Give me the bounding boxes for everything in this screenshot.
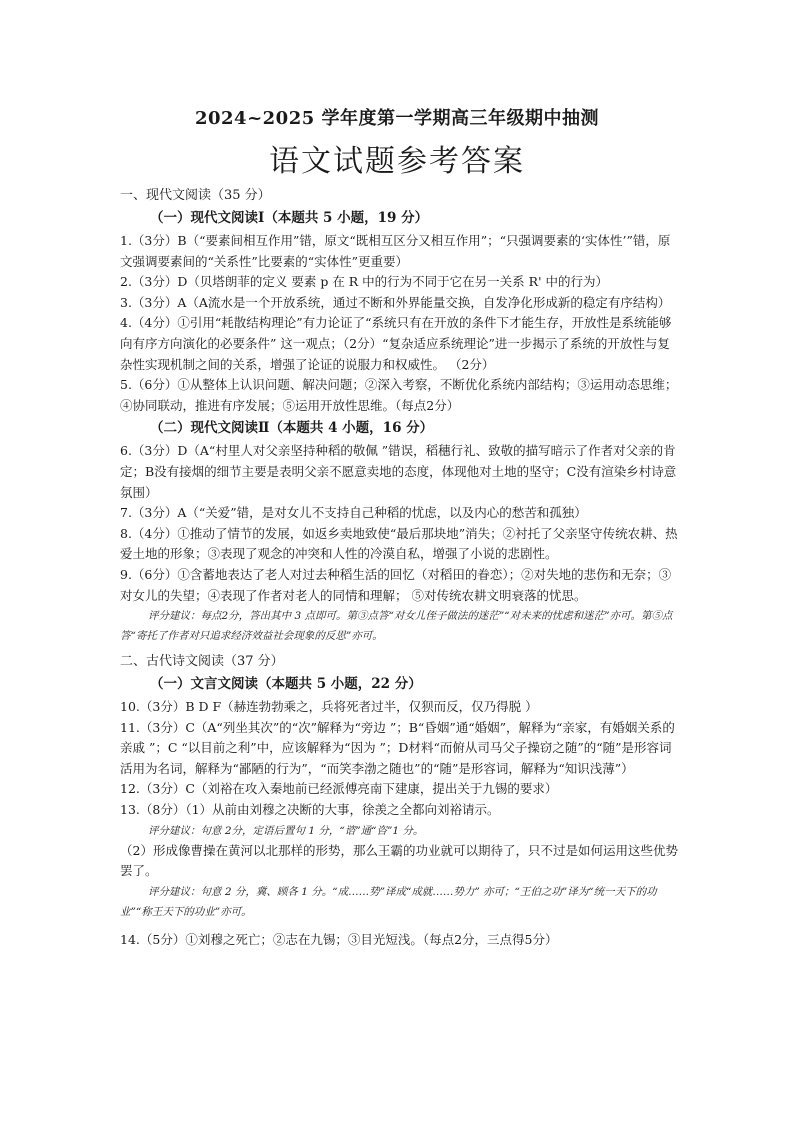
answer-item-4: 4.（4分）①引用“耗散结构理论”有力论证了“系统只有在开放的条件下才能生存，开放性是系统能够向有序方向演化的必要条件” 这一观点；（2分）“复杂适应系统理论”进一步揭示了系统的开放性与复杂性实现机制之间的关系，增强了论证的说服力和权威性。 （2分） [120,315,672,372]
subsection-heading-classical-1: （一）文言文阅读（本题共 5 小题，22 分） [150,676,422,693]
answer-item-13: 13.（8分）（1）从前由刘穆之决断的大事，徐羡之全都向刘裕请示。 [120,802,500,818]
answer-item-3: 3.（3分）A（A流水是一个开放系统，通过不断和外界能量交换，自发净化形成新的稳定有序结构） [120,294,671,310]
exam-title: 2024~2025 学年度第一学期高三年级期中抽测 [194,108,600,129]
answer-content [120,186,680,950]
answer-item-1: 1.（3分）B（“要素间相互作用”错，原文“既相互区分又相互作用”；“只强调要素的‘实体性’”错，原文强调要素间的“关系性”比要素的“实体性”更重要） [120,233,671,269]
subsection-heading-reading-2: （二）现代文阅读Ⅱ（本题共 4 小题，16 分） [150,420,434,437]
section-heading-modern-reading: 一、现代文阅读（35 分） [120,188,271,203]
answer-item-11: 11.（3分）C（A“列坐其次”的“次”解释为“旁边 ”；B“昏姻”通“婚姻”，解释为“亲家，有婚姻关系的亲戚 ”；C “以目前之利”中，应该解释为“因为 ”；D材料“而俯从司马父子操窃之随”的“随”是形容词活用为名词，解释为“鄙陋的行为”，“而笑李渤之随也”的“随”是形容词，解释为“知识浅薄”） [120,719,675,776]
answer-item-6: 6.（3分）D（A“村里人对父亲坚持种稻的敬佩 ”错误，稻穗行礼、致敬的描写暗示了作者对父亲的肯定；B没有接烟的细节主要是表明父亲不愿意卖地的态度，体现他对土地的坚守；C没有渲染乡村诗意氛围） [120,443,677,500]
answer-item-12: 12.（3分）C（刘裕在攻入秦地前已经派傅亮南下建康，提出关于九锡的要求） [120,781,558,797]
answer-item-14: 14.（5分）①刘穆之死亡；②志在九锡；③目光短浅。（每点2分，三点得5分） [120,931,558,947]
answer-item-13-2: （2）形成像曹操在黄河以北那样的形势，那么王霸的功业就可以期待了，只不过是如何运用这些优势罢了。 [120,842,678,879]
answer-item-5: 5.（6分）①从整体上认识问题、解决问题；②深入考察，不断优化系统内部结构；③运用动态思维；④协同联动，推进有序发展；⑤运用开放性思维。（每点2分） [120,377,678,413]
subsection-heading-reading-1: （一）现代文阅读Ⅰ（本题共 5 小题，19 分） [150,210,429,226]
answer-item-8: 8.（4分）①推动了情节的发展，如返乡卖地致使“最后那块地”消失；②衬托了父亲坚守传统农耕、热爱土地的形象；③表现了观念的冲突和人性的冷漠自私，增强了小说的悲剧性。 [120,525,678,562]
answer-item-10: 10.（3分）B D F（赫连勃勃乘之，兵将死者过半，仅狈而反，仅乃得脱 ） [120,699,538,715]
scoring-note-13-1: 评分建议：句意 2分，定语后置句 1 分，“谘”通“咨”1 分。 [148,824,424,837]
answer-item-2: 2.（3分）D（贝塔朗菲的定义 要素 p 在 R 中的行为不同于它在另一关系 R' 中的行为） [120,274,608,290]
section-heading-classical-reading: 二、古代诗文阅读（37 分） [120,654,284,670]
scoring-note-9: 评分建议：每点2分，答出其中 3 点即可。第③点答“对女儿侄子做法的迷茫”“对未来的忧虑和迷茫”亦可。第⑤点答“寄托了作者对只追求经济效益社会现象的反思”亦可。 [120,610,673,643]
answer-item-7: 7.（3分）A（“关爱”错，是对女儿不支持自己种稻的忧虑，以及内心的愁苦和孤独） [120,505,587,521]
answer-item-9: 9.（6分）①含蓄地表达了老人对过去种稻生活的回忆（对稻田的眷恋）；②对失地的悲伤和无奈；③对女儿的失望；④表现了作者对老人的同情和理解； ⑤对传统农耕文明衰落的忧思。 [120,566,672,603]
document-title: 语文试题参考答案 [269,144,525,179]
scoring-note-13-2: 评分建议：句意 2 分，冀、顾各 1 分。“成……势”译成“成就……势力” 亦可；“王伯之功”译为“统一天下的功业”“称王天下的功业”亦可。 [120,885,657,918]
